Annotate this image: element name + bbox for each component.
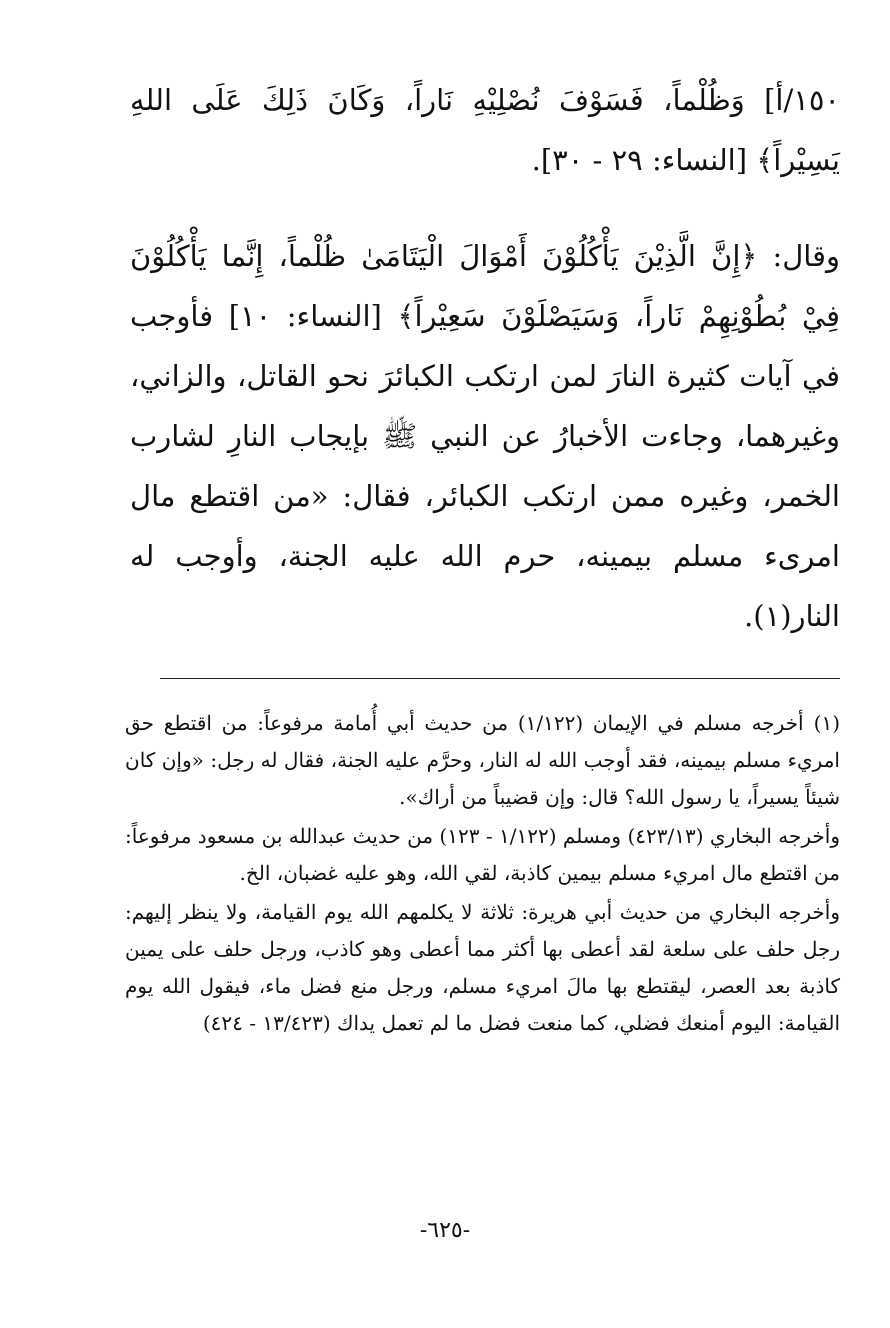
main-paragraph-1: ١٥٠/أ] وَظُلْماً، فَسَوْفَ نُصْلِيْهِ نَاراً، وَكَانَ ذَلِكَ عَلَى اللهِ يَسِيْراً﴾ [النساء: ٢٩ - ٣٠]. <box>130 83 840 177</box>
footnote-1-continuation-b <box>125 894 840 1042</box>
footnote-1-continuation-a <box>125 818 840 892</box>
footnote-text: أخرجه مسلم في الإيمان (١/١٢٢) من حديث أبي أُمامة مرفوعاً: من اقتطع حق امريء مسلم بيمينه، فقد أوجب الله له النار، وحرَّم عليه الجنة، فقال له رجل: «وإن كان شيئاً يسيراً، يا رسول الله؟ قال: وإن قضيباً من أراك». <box>125 711 840 809</box>
main-text-block <box>130 70 840 646</box>
main-paragraph-2: وقال: ﴿إِنَّ الَّذِيْنَ يَأْكُلُوْنَ أَمْوَالَ الْيَتَامَىٰ ظُلْماً، إِنَّما يَأْكُلُوْنَ فِيْ بُطُوْنِهِمْ نَاراً، وَسَيَصْلَوْنَ سَعِيْراً﴾ [النساء: ١٠] فأوجب في آيات كثيرة النارَ لمن ارتكب الكبائرَ نحو القاتل، والزاني، وغيرهما، وجاءت الأخبارُ عن النبي ﷺ بإيجاب النارِ لشارب الخمر، وغيره ممن ارتكب الكبائر، فقال: «من اقتطع مال امرىء مسلم بيمينه، حرم الله عليه الجنة، وأوجب له النار(١). <box>130 239 841 633</box>
footnote-separator <box>160 678 840 679</box>
footnote-text: وأخرجه البخاري من حديث أبي هريرة: ثلاثة لا يكلمهم الله يوم القيامة، ولا ينظر إليهم: رجل حلف على سلعة لقد أعطى بها أكثر مما أعطى وهو كاذب، ورجل حلف على يمين كاذبة بعد العصر، ليقتطع بها مالَ امريء مسلم، ورجل منع فضل ماء، فيقول الله يوم القيامة: اليوم أمنعك فضلي، كما منعت فضل ما لم تعمل يداك (١٣/٤٢٣ - ٤٢٤) <box>125 900 840 1035</box>
page-number: -٦٢٥- <box>419 1218 471 1243</box>
footnote-number: (١) <box>813 711 840 735</box>
paragraph-gap <box>130 190 840 226</box>
footnotes-block <box>125 705 840 1044</box>
footnote-1 <box>125 705 840 816</box>
footnote-text: وأخرجه البخاري (٤٢٣/١٣) ومسلم (١/١٢٢ - ١٢٣) من حديث عبدالله بن مسعود مرفوعاً: من اقتطع مال امريء مسلم بيمين كاذبة، لقي الله، وهو عليه غضبان، الخ. <box>125 824 840 885</box>
